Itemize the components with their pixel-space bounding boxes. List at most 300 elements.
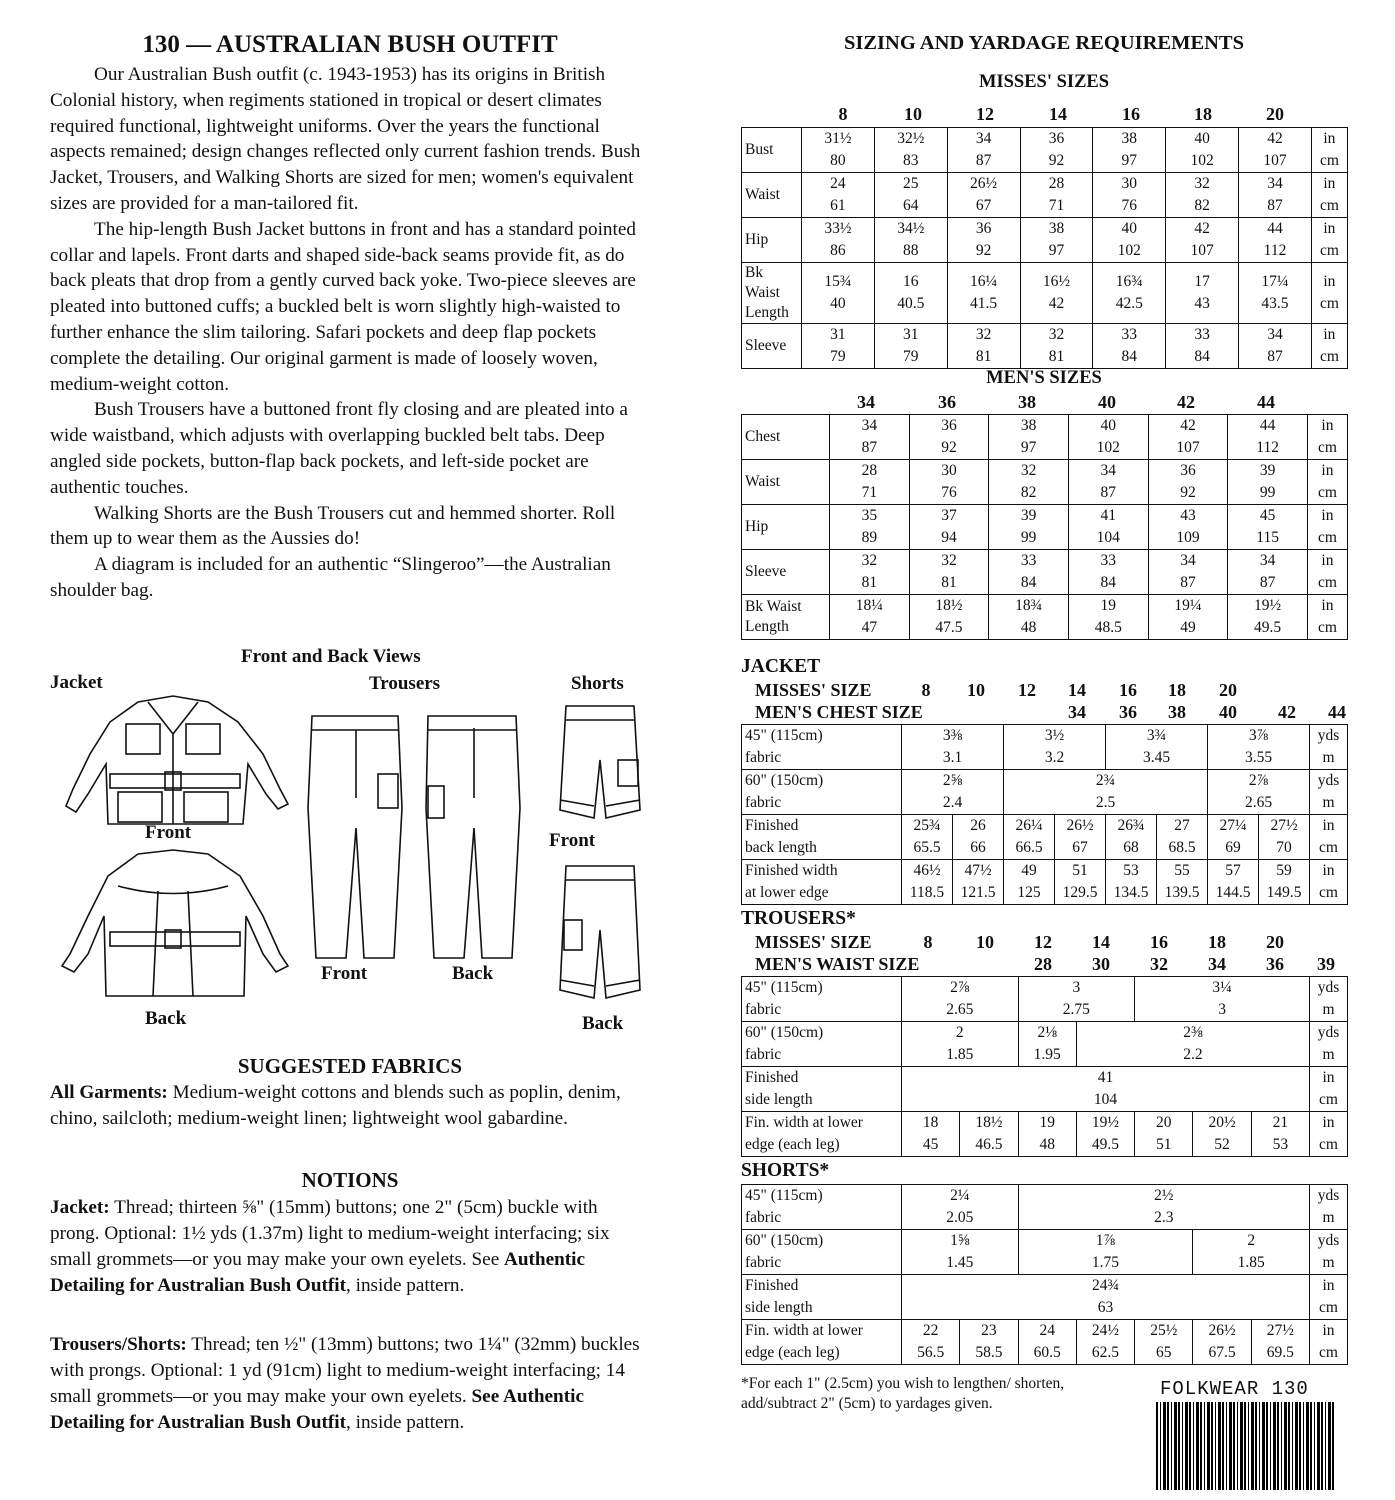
label-line1: Finished xyxy=(745,817,799,834)
lower-value: 2.65 xyxy=(946,1001,974,1018)
cm-value: 87 xyxy=(1259,574,1276,591)
unit-upper: yds xyxy=(1317,727,1340,744)
value-cell xyxy=(1157,815,1208,860)
jacket-mens-size-row xyxy=(741,702,1347,724)
trousers-mens-size-row xyxy=(741,954,1347,976)
label-line1: Fin. width at lower xyxy=(745,1114,863,1131)
upper-value: 2½ xyxy=(1154,1187,1174,1204)
lower-value: 3 xyxy=(1218,1001,1226,1018)
misses-row xyxy=(742,324,1348,369)
row-label xyxy=(742,770,902,815)
mens-size: 44 xyxy=(1257,392,1275,412)
inch-value: 34 xyxy=(975,130,992,147)
value-cell xyxy=(1251,1320,1309,1365)
unit-cell xyxy=(1310,770,1348,815)
row-label xyxy=(742,977,902,1022)
unit-lower: m xyxy=(1322,1254,1335,1271)
yardage-row xyxy=(742,1185,1348,1230)
value-cell xyxy=(902,977,1019,1022)
value-cell xyxy=(1193,1230,1310,1275)
value-cell xyxy=(1239,263,1312,324)
value-cell xyxy=(1239,218,1312,263)
unit-cell xyxy=(1310,1112,1348,1157)
upper-value: 26½ xyxy=(1066,817,1094,834)
trousers-front-label: Front xyxy=(321,963,368,984)
cm-value: 40.5 xyxy=(897,295,925,312)
trousers-yardage-title: TROUSERS* xyxy=(741,908,856,929)
shorts-yardage-title: SHORTS* xyxy=(741,1160,830,1181)
inch-value: 24 xyxy=(830,175,846,192)
unit-cm: cm xyxy=(1317,529,1337,546)
value-cell xyxy=(989,550,1069,595)
trousers-misses-size: 16 xyxy=(1150,932,1168,952)
yardage-row xyxy=(742,815,1348,860)
inch-value: 34 xyxy=(1180,552,1196,569)
row-label xyxy=(742,1230,902,1275)
value-cell xyxy=(947,128,1020,173)
cm-value: 67 xyxy=(975,197,992,214)
jacket-misses-size: 12 xyxy=(1018,680,1036,700)
value-cell xyxy=(1259,860,1310,905)
value-cell xyxy=(1076,1320,1134,1365)
inch-value: 40 xyxy=(1121,220,1138,237)
inch-value: 41 xyxy=(1100,507,1117,524)
value-cell xyxy=(1239,128,1312,173)
value-cell xyxy=(902,815,953,860)
value-cell xyxy=(1135,977,1310,1022)
upper-value: 27½ xyxy=(1270,817,1298,834)
value-cell xyxy=(953,815,1004,860)
value-cell xyxy=(1239,173,1312,218)
value-cell xyxy=(1148,550,1228,595)
row-label xyxy=(742,1185,902,1230)
misses-size: 20 xyxy=(1266,104,1284,124)
unit-lower: m xyxy=(1322,749,1335,766)
inch-value: 32 xyxy=(1194,175,1210,192)
lower-value: 58.5 xyxy=(975,1344,1003,1361)
row-label: Waist xyxy=(742,173,802,218)
jacket-mens-size: 34 xyxy=(1068,702,1086,722)
unit-upper: in xyxy=(1322,1322,1335,1339)
inch-value: 33 xyxy=(1194,326,1210,343)
row-label: Bust xyxy=(742,128,802,173)
mens-size: 40 xyxy=(1098,392,1116,412)
inch-value: 28 xyxy=(1048,175,1065,192)
value-cell xyxy=(1166,173,1239,218)
inch-value: 16¾ xyxy=(1115,273,1143,290)
mens-row xyxy=(742,415,1348,460)
trousers-mens-size: 34 xyxy=(1208,954,1226,974)
jacket-misses-size: 20 xyxy=(1219,680,1237,700)
upper-value: 18 xyxy=(922,1114,939,1131)
value-cell xyxy=(1106,860,1157,905)
row-label xyxy=(742,860,902,905)
trousers-mens-size: 32 xyxy=(1150,954,1168,974)
upper-value: 2⅝ xyxy=(942,772,963,789)
inch-value: 37 xyxy=(941,507,957,524)
value-cell xyxy=(874,218,947,263)
jacket-front-drawing xyxy=(48,694,298,834)
value-cell xyxy=(1018,1185,1309,1230)
fabrics-title: SUGGESTED FABRICS xyxy=(237,1054,463,1078)
yardage-row xyxy=(742,1067,1348,1112)
value-cell xyxy=(830,415,910,460)
inch-value: 44 xyxy=(1259,417,1276,434)
lower-value: 68.5 xyxy=(1168,839,1196,856)
row-label xyxy=(742,1320,902,1365)
upper-value: 55 xyxy=(1174,862,1190,879)
description-column xyxy=(50,30,650,604)
cm-value: 92 xyxy=(941,439,957,456)
value-cell xyxy=(1106,815,1157,860)
row-label xyxy=(742,815,902,860)
cm-value: 109 xyxy=(1176,529,1200,546)
upper-value: 51 xyxy=(1072,862,1088,879)
value-cell xyxy=(1018,1112,1076,1157)
upper-value: 23 xyxy=(981,1322,997,1339)
value-cell xyxy=(1228,460,1308,505)
lower-value: 1.95 xyxy=(1033,1046,1061,1063)
misses-size-header xyxy=(741,104,1347,126)
inch-value: 19½ xyxy=(1254,597,1282,614)
row-label: Bk Waist Length xyxy=(742,595,830,640)
jacket-misses-size: 18 xyxy=(1168,680,1186,700)
lower-value: 121.5 xyxy=(960,884,996,901)
upper-value: 3⅜ xyxy=(942,727,963,744)
unit-in: in xyxy=(1321,462,1334,479)
lower-value: 51 xyxy=(1156,1136,1172,1153)
label-line1: 45" (115cm) xyxy=(745,727,823,744)
mens-sizes-table xyxy=(741,414,1348,640)
lower-value: 67 xyxy=(1072,839,1088,856)
lower-value: 104 xyxy=(1093,1091,1118,1108)
upper-value: 24¾ xyxy=(1091,1277,1120,1294)
misses-size: 14 xyxy=(1049,104,1067,124)
cm-value: 48.5 xyxy=(1094,619,1122,636)
unit-lower: cm xyxy=(1319,1344,1338,1361)
inch-value: 39 xyxy=(1259,462,1276,479)
yardage-row xyxy=(742,1275,1348,1320)
value-cell xyxy=(1004,770,1208,815)
jacket-notions: Jacket: Thread; thirteen ⅝" (15mm) buttons; one 2" (5cm) buckle with prong. Optional: 1½ yds (1.37m) light to medium-weight interfacing; six small grommets—or you may make your own eyelets. See Authentic Detailing for Australian Bush Outfit, inside pattern. xyxy=(50,1197,610,1296)
inch-value: 28 xyxy=(861,462,878,479)
cm-value: 47 xyxy=(861,619,878,636)
value-cell xyxy=(1020,324,1093,369)
inch-value: 38 xyxy=(1121,130,1138,147)
unit-cm: cm xyxy=(1319,152,1339,169)
lower-value: 66 xyxy=(970,839,986,856)
mens-sizes-title: MEN'S SIZES xyxy=(986,368,1102,388)
jacket-yardage-table xyxy=(741,724,1348,905)
views-title: Front and Back Views xyxy=(241,646,421,667)
trousers-mens-label: MEN'S WAIST SIZE xyxy=(755,954,920,974)
cm-value: 84 xyxy=(1194,348,1210,365)
shorts-back-label: Back xyxy=(582,1013,624,1034)
upper-value: 3¼ xyxy=(1212,979,1232,996)
label-line2: edge (each leg) xyxy=(745,1136,840,1153)
mens-size-header xyxy=(741,392,1347,414)
label-line2: fabric xyxy=(745,1046,782,1063)
misses-size: 8 xyxy=(838,104,848,124)
unit-cell xyxy=(1311,128,1347,173)
value-cell xyxy=(909,505,989,550)
lower-value: 3.2 xyxy=(1044,749,1065,766)
upper-value: 47½ xyxy=(964,862,992,879)
cm-value: 42.5 xyxy=(1115,295,1143,312)
value-cell xyxy=(1251,1112,1309,1157)
unit-in: in xyxy=(1323,130,1336,147)
jacket-mens-label: MEN'S CHEST SIZE xyxy=(755,702,923,722)
trousers-misses-size: 12 xyxy=(1034,932,1052,952)
inch-value: 35 xyxy=(861,507,878,524)
unit-in: in xyxy=(1321,552,1334,569)
upper-value: 3 xyxy=(1072,979,1081,996)
lower-value: 2.05 xyxy=(946,1209,974,1226)
unit-cell xyxy=(1310,977,1348,1022)
upper-value: 46½ xyxy=(913,862,941,879)
cm-value: 97 xyxy=(1121,152,1138,169)
inch-value: 34 xyxy=(1259,552,1276,569)
unit-in: in xyxy=(1323,175,1336,192)
upper-value: 24 xyxy=(1039,1322,1055,1339)
cm-value: 81 xyxy=(975,348,992,365)
lower-value: 2.75 xyxy=(1062,1001,1090,1018)
row-label: Waist xyxy=(742,460,830,505)
value-cell xyxy=(1093,324,1166,369)
label-line1: Finished xyxy=(745,1069,799,1086)
upper-value: 26¾ xyxy=(1117,817,1145,834)
trousers-drawing xyxy=(298,708,538,968)
row-label: Hip xyxy=(742,505,830,550)
unit-upper: in xyxy=(1322,1069,1335,1086)
cm-value: 107 xyxy=(1176,439,1200,456)
inch-value: 36 xyxy=(1048,130,1065,147)
value-cell xyxy=(1076,1022,1309,1067)
value-cell xyxy=(1193,1320,1251,1365)
shorts-back-drawing xyxy=(550,860,650,1010)
unit-upper: yds xyxy=(1317,1024,1340,1041)
value-cell xyxy=(953,860,1004,905)
value-cell xyxy=(1018,1230,1193,1275)
cm-value: 112 xyxy=(1263,242,1287,259)
mens-size: 42 xyxy=(1177,392,1195,412)
unit-cm: cm xyxy=(1317,484,1337,501)
unit-in: in xyxy=(1323,273,1336,290)
cm-value: 42 xyxy=(1048,295,1065,312)
cm-value: 87 xyxy=(861,439,878,456)
cm-value: 71 xyxy=(1048,197,1065,214)
inch-value: 31 xyxy=(830,326,846,343)
unit-upper: yds xyxy=(1317,1232,1340,1249)
lower-value: 65.5 xyxy=(913,839,941,856)
cm-value: 81 xyxy=(941,574,957,591)
value-cell xyxy=(802,263,875,324)
shorts-paragraph: Walking Shorts are the Bush Trousers cut and hemmed shorter. Roll them up to wear them as the Aussies do! xyxy=(50,502,616,550)
value-cell xyxy=(1208,815,1259,860)
upper-value: 2¼ xyxy=(950,1187,970,1204)
label-line1: Fin. width at lower xyxy=(745,1322,863,1339)
cm-value: 99 xyxy=(1259,484,1276,501)
upper-value: 27 xyxy=(1174,817,1190,834)
unit-lower: cm xyxy=(1319,1091,1338,1108)
cm-value: 43.5 xyxy=(1261,295,1289,312)
trousers-back-label: Back xyxy=(452,963,494,984)
value-cell xyxy=(1228,415,1308,460)
trousers-misses-label: MISSES' SIZE xyxy=(755,932,872,952)
inch-value: 40 xyxy=(1100,417,1117,434)
lower-value: 60.5 xyxy=(1033,1344,1061,1361)
value-cell xyxy=(902,1275,1310,1320)
inch-value: 42 xyxy=(1194,220,1210,237)
inch-value: 38 xyxy=(1048,220,1065,237)
value-cell xyxy=(960,1320,1018,1365)
upper-value: 26¼ xyxy=(1015,817,1043,834)
cm-value: 43 xyxy=(1194,295,1210,312)
unit-cell xyxy=(1307,595,1347,640)
label-line2: side length xyxy=(745,1091,813,1108)
value-cell xyxy=(989,415,1069,460)
value-cell xyxy=(1068,505,1148,550)
value-cell xyxy=(1068,550,1148,595)
value-cell xyxy=(902,1320,960,1365)
value-cell xyxy=(802,173,875,218)
mens-row xyxy=(742,460,1348,505)
pattern-title: 130 — AUSTRALIAN BUSH OUTFIT xyxy=(142,31,558,58)
inch-value: 40 xyxy=(1194,130,1210,147)
cm-value: 87 xyxy=(1180,574,1196,591)
lower-value: 69 xyxy=(1225,839,1241,856)
cm-value: 104 xyxy=(1096,529,1120,546)
row-label: Hip xyxy=(742,218,802,263)
jacket-misses-size: 10 xyxy=(967,680,985,700)
cm-value: 76 xyxy=(941,484,957,501)
lower-value: 1.85 xyxy=(1237,1254,1265,1271)
value-cell xyxy=(989,595,1069,640)
value-cell xyxy=(1068,460,1148,505)
cm-value: 102 xyxy=(1117,242,1141,259)
trousers-misses-size: 18 xyxy=(1208,932,1226,952)
lower-value: 2.4 xyxy=(942,794,963,811)
lower-value: 52 xyxy=(1214,1136,1230,1153)
cm-value: 89 xyxy=(861,529,878,546)
unit-cm: cm xyxy=(1319,242,1339,259)
unit-in: in xyxy=(1321,507,1334,524)
inch-value: 36 xyxy=(1180,462,1196,479)
upper-value: 57 xyxy=(1225,862,1241,879)
value-cell xyxy=(909,595,989,640)
trousers-misses-size: 10 xyxy=(976,932,994,952)
upper-value: 2⅛ xyxy=(1037,1024,1057,1041)
unit-cell xyxy=(1307,550,1347,595)
value-cell xyxy=(989,505,1069,550)
mens-row xyxy=(742,505,1348,550)
value-cell xyxy=(1106,725,1208,770)
misses-size: 16 xyxy=(1122,104,1140,124)
value-cell xyxy=(1020,173,1093,218)
lower-value: 68 xyxy=(1123,839,1139,856)
value-cell xyxy=(1228,505,1308,550)
yardage-footnote: *For each 1" (2.5cm) you wish to lengthen/ shorten, add/subtract 2" (5cm) to yardages given. xyxy=(741,1375,1065,1412)
inch-value: 31½ xyxy=(824,130,852,147)
lower-value: 53 xyxy=(1272,1136,1289,1153)
unit-in: in xyxy=(1321,597,1334,614)
unit-cm: cm xyxy=(1319,295,1339,312)
upper-value: 18½ xyxy=(975,1114,1003,1131)
label-line1: 45" (115cm) xyxy=(745,1187,823,1204)
jacket-back-drawing xyxy=(48,846,298,1006)
value-cell xyxy=(1055,860,1106,905)
cm-value: 97 xyxy=(1020,439,1037,456)
unit-lower: m xyxy=(1322,1209,1335,1226)
inch-value: 39 xyxy=(1020,507,1037,524)
yardage-row xyxy=(742,1320,1348,1365)
mens-size: 38 xyxy=(1018,392,1036,412)
label-line1: Finished xyxy=(745,1277,799,1294)
value-cell xyxy=(1020,263,1093,324)
unit-lower: m xyxy=(1322,794,1335,811)
trousers-mens-size: 28 xyxy=(1034,954,1052,974)
shorts-label: Shorts xyxy=(571,673,624,694)
trousers-mens-size: 30 xyxy=(1092,954,1110,974)
value-cell xyxy=(902,1185,1019,1230)
mens-size: 34 xyxy=(857,392,875,412)
inch-value: 36 xyxy=(941,417,957,434)
value-cell xyxy=(1068,415,1148,460)
yardage-row xyxy=(742,1230,1348,1275)
inch-value: 19¼ xyxy=(1174,597,1202,614)
inch-value: 30 xyxy=(1121,175,1138,192)
cm-value: 61 xyxy=(830,197,846,214)
label-line2: fabric xyxy=(745,1001,782,1018)
trousers-mens-size: 39 xyxy=(1317,954,1335,974)
jacket-label: Jacket xyxy=(50,672,103,693)
unit-in: in xyxy=(1323,220,1336,237)
label-line1: Finished width xyxy=(745,862,838,879)
value-cell xyxy=(830,505,910,550)
upper-value: 27½ xyxy=(1266,1322,1294,1339)
upper-value: 49 xyxy=(1021,862,1037,879)
inch-value: 36 xyxy=(975,220,992,237)
misses-row xyxy=(742,263,1348,324)
upper-value: 20 xyxy=(1156,1114,1172,1131)
value-cell xyxy=(960,1112,1018,1157)
unit-cell xyxy=(1307,505,1347,550)
value-cell xyxy=(1228,595,1308,640)
cm-value: 87 xyxy=(975,152,992,169)
value-cell xyxy=(1157,860,1208,905)
cm-value: 48 xyxy=(1020,619,1037,636)
jacket-mens-size: 44 xyxy=(1328,702,1346,722)
upper-value: 19½ xyxy=(1091,1114,1120,1131)
cm-value: 99 xyxy=(1020,529,1037,546)
value-cell xyxy=(1166,263,1239,324)
shorts-yardage-table xyxy=(741,1184,1348,1365)
misses-row xyxy=(742,173,1348,218)
label-line2: side length xyxy=(745,1299,813,1316)
cm-value: 87 xyxy=(1100,484,1117,501)
value-cell xyxy=(874,173,947,218)
label-line2: edge (each leg) xyxy=(745,1344,840,1361)
sizing-title: SIZING AND YARDAGE REQUIREMENTS xyxy=(843,32,1245,54)
value-cell xyxy=(902,770,1004,815)
label-line2: back length xyxy=(745,839,817,856)
unit-cell xyxy=(1307,415,1347,460)
inch-value: 31 xyxy=(903,326,919,343)
unit-cell xyxy=(1311,324,1347,369)
lower-value: 3.1 xyxy=(942,749,963,766)
jacket-mens-size: 40 xyxy=(1219,702,1237,722)
inch-value: 33 xyxy=(1100,552,1117,569)
